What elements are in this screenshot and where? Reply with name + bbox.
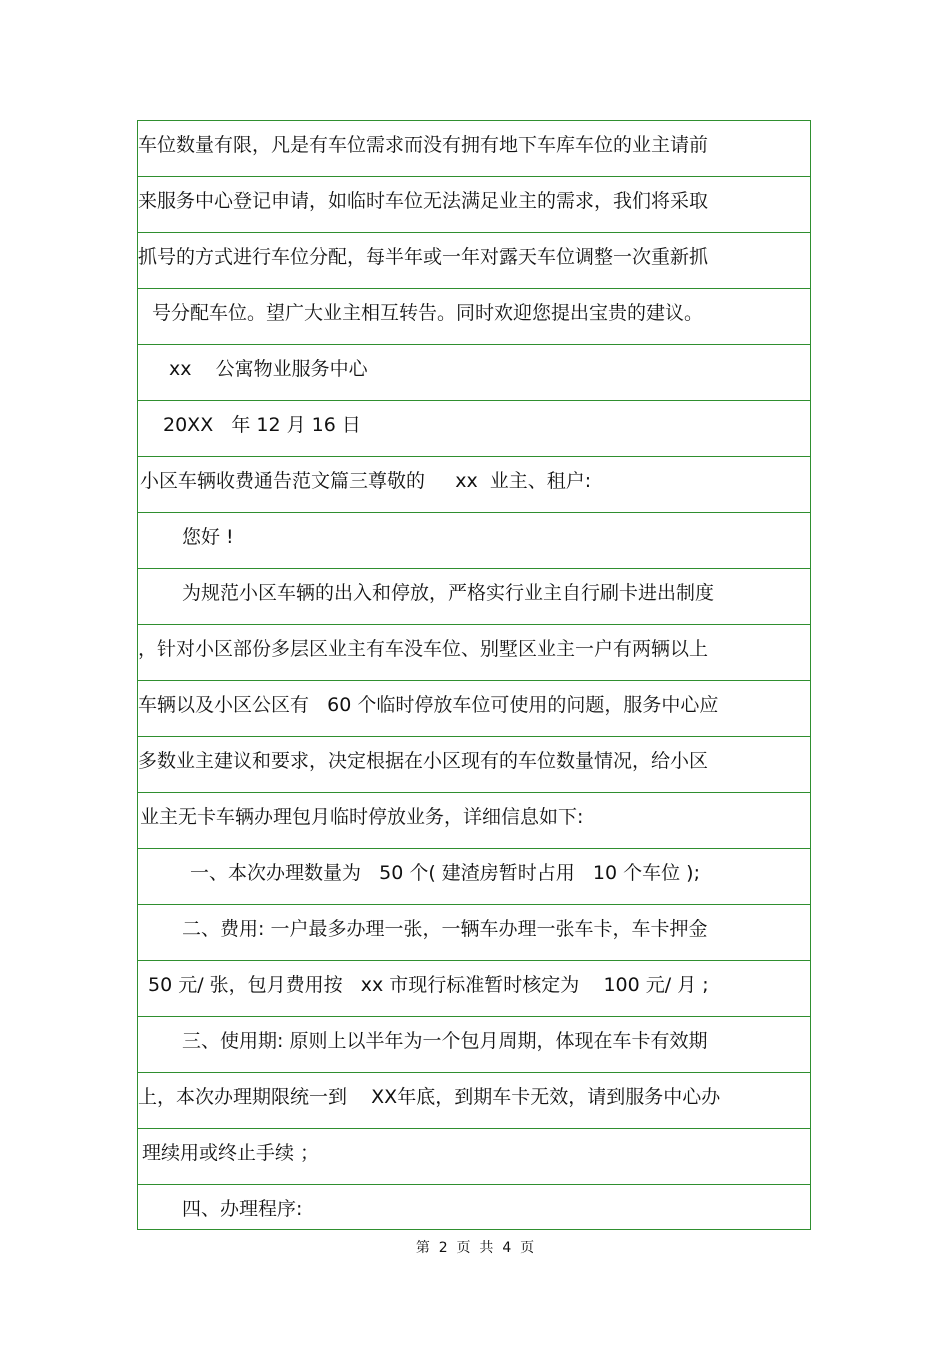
text-line: 车位数量有限，凡是有车位需求而没有拥有地下车库车位的业主请前 <box>138 134 709 156</box>
text-row <box>138 849 810 905</box>
text-row <box>138 1185 810 1229</box>
text-line: 四、办理程序: <box>182 1198 303 1220</box>
text-row <box>138 121 810 177</box>
text-row <box>138 233 810 289</box>
text-row <box>138 289 810 345</box>
text-row <box>138 737 810 793</box>
text-line: 号分配车位。望广大业主相互转告。同时欢迎您提出宝贵的建议。 <box>152 302 704 324</box>
text-line: 来服务中心登记申请，如临时车位无法满足业主的需求，我们将采取 <box>138 190 709 212</box>
text-row <box>138 793 810 849</box>
text-line: 20XX 年 12 月 16 日 <box>163 414 361 436</box>
text-row <box>138 513 810 569</box>
text-line: 您好 ! <box>182 526 234 548</box>
text-row <box>138 1129 810 1185</box>
text-row <box>138 961 810 1017</box>
text-line: 理续用或终止手续 ； <box>142 1142 320 1164</box>
text-row <box>138 457 810 513</box>
text-row <box>138 905 810 961</box>
text-line: 车辆以及小区公区有 60 个临时停放车位可使用的问题，服务中心应 <box>138 694 719 716</box>
text-line: ，针对小区部份多层区业主有车没车位、别墅区业主一户有两辆以上 <box>138 638 709 660</box>
text-line: 抓号的方式进行车位分配，每半年或一年对露天车位调整一次重新抓 <box>138 246 709 268</box>
document-page-frame <box>137 120 811 1230</box>
text-row <box>138 1017 810 1073</box>
text-row <box>138 569 810 625</box>
text-line: 一、本次办理数量为 50 个( 建渣房暂时占用 10 个车位 ); <box>190 862 700 884</box>
text-row <box>138 681 810 737</box>
text-row <box>138 1073 810 1129</box>
text-row <box>138 625 810 681</box>
text-row <box>138 177 810 233</box>
text-row <box>138 345 810 401</box>
text-line: 三、使用期: 原则上以半年为一个包月周期，体现在车卡有效期 <box>182 1030 708 1052</box>
text-line: 二、费用: 一户最多办理一张，一辆车办理一张车卡，车卡押金 <box>182 918 708 940</box>
text-line: 为规范小区车辆的出入和停放，严格实行业主自行刷卡进出制度 <box>182 582 715 604</box>
text-line: 50 元/ 张，包月费用按 xx 市现行标准暂时核定为 100 元/ 月 ; <box>148 974 709 996</box>
text-line: 业主无卡车辆办理包月临时停放业务，详细信息如下: <box>140 806 584 828</box>
text-line: 上，本次办理期限统一到 XX年底，到期车卡无效，请到服务中心办 <box>138 1086 721 1108</box>
text-row <box>138 401 810 457</box>
text-line: 小区车辆收费通告范文篇三尊敬的 xx 业主、租户: <box>140 470 592 492</box>
text-line: xx 公寓物业服务中心 <box>169 358 368 380</box>
text-line: 多数业主建议和要求，决定根据在小区现有的车位数量情况，给小区 <box>138 750 709 772</box>
page-number-footer: 第 2 页 共 4 页 <box>415 1240 535 1256</box>
